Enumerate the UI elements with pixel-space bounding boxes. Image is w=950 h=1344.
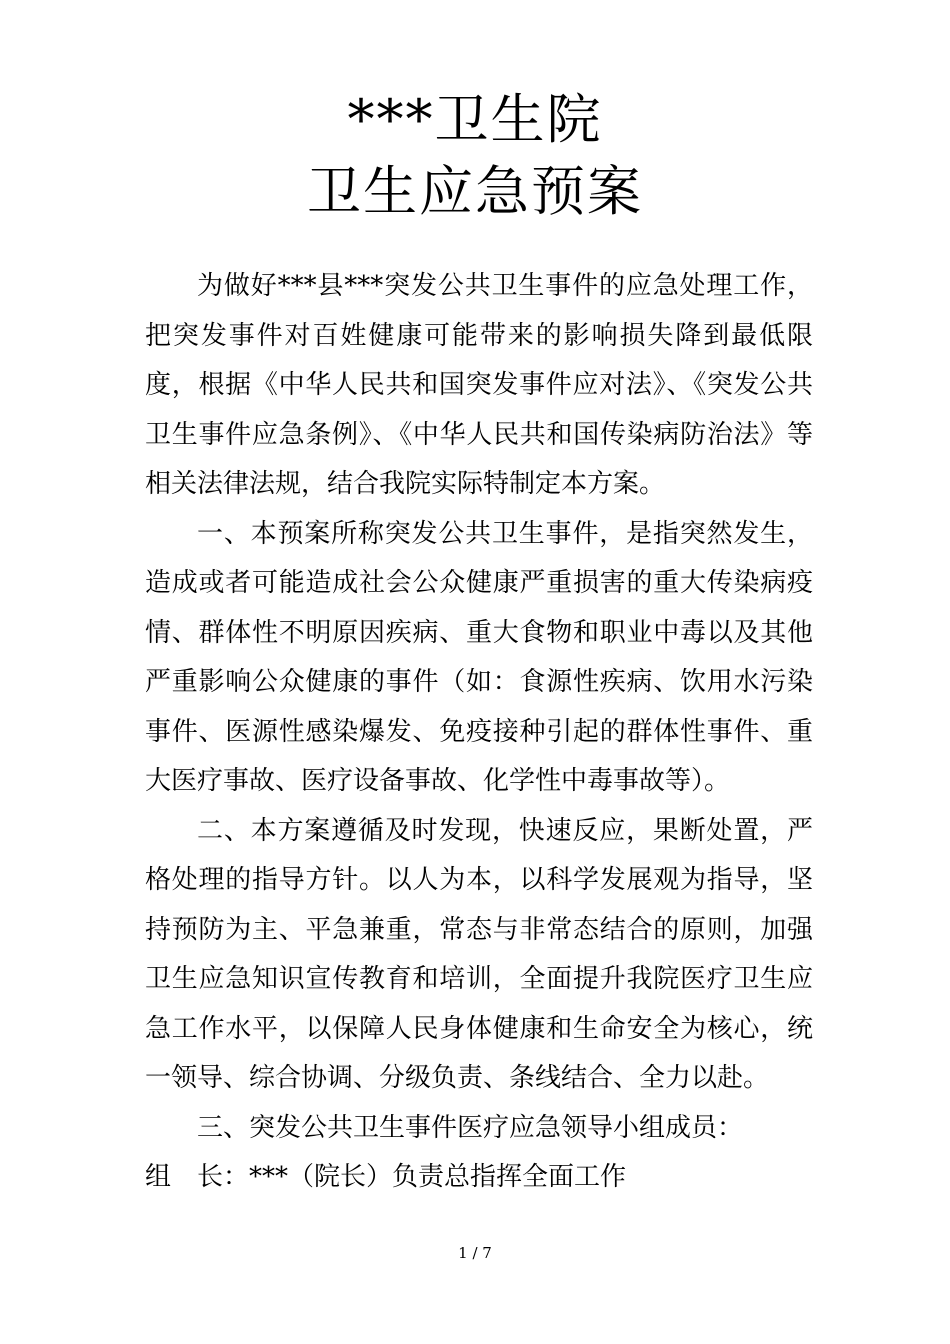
page-number: 1 / 7 [458,1244,492,1262]
paragraph-section-3: 三、突发公共卫生事件医疗应急领导小组成员： [197,1112,744,1143]
paragraph-section-2: 二、本方案遵循及时发现，快速反应，果断处置，严格处理的指导方针。以人为本，以科学发展观为指导，坚持预防为主、平急兼重，常态与非常态结合的原则，加强卫生应急知识宣传教育和培训，全面提升我院医疗卫生应急工作水平，以保障人民身体健康和生命安全为核心，统一领导、综合协调、分级负责、条线结合、全力以赴。 [145,815,813,1093]
document-title-line-1: ***卫生院 [347,88,603,151]
paragraph-section-1: 一、本预案所称突发公共卫生事件，是指突然发生，造成或者可能造成社会公众健康严重损害的重大传染病疫情、群体性不明原因疾病、重大食物和职业中毒以及其他严重影响公众健康的事件（如：食源性疾病、饮用水污染事件、医源性感染爆发、免疫接种引起的群体性事件、重大医疗事故、医疗设备事故、化学性中毒事故等）。 [145,518,813,796]
team-leader-line: 组 长：***（院长）负责总指挥全面工作 [145,1162,627,1192]
document-title-line-2: 卫生应急预案 [307,160,643,223]
paragraph-intro: 为做好***县***突发公共卫生事件的应急处理工作，把突发事件对百姓健康可能带来的影响损失降到最低限度，根据《中华人民共和国突发事件应对法》、《突发公共卫生事件应急条例》、《中华人民共和国传染病防治法》等相关法律法规，结合我院实际特制定本方案。 [145,271,813,499]
document-body [145,262,813,1203]
